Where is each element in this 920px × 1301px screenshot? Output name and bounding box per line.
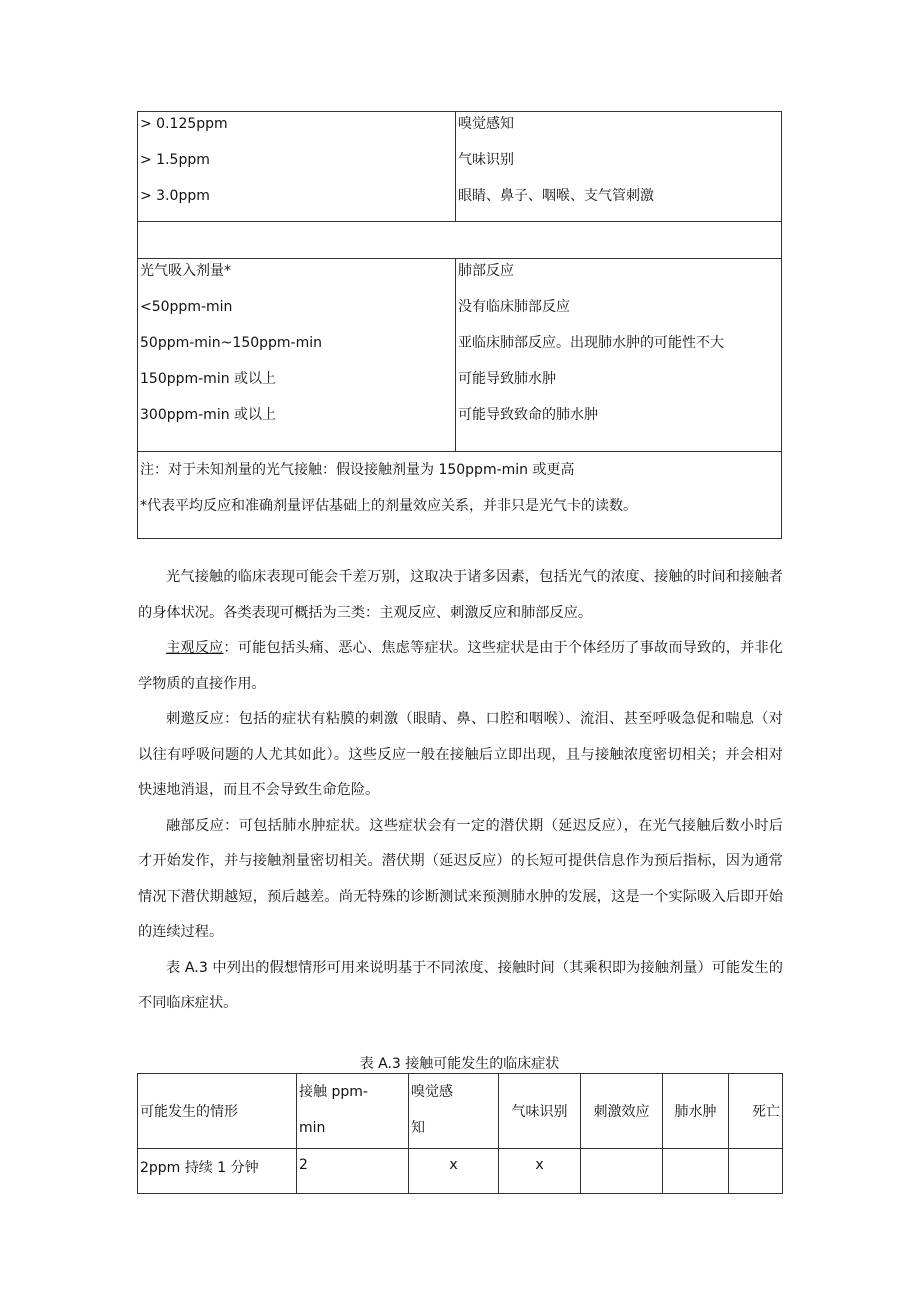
clinical-symptoms-table [137, 1073, 783, 1194]
row-exposure: 2 [297, 1149, 409, 1194]
note-text: *代表平均反应和准确剂量评估基础上的剂量效应关系，并非只是光气卡的读数。 [140, 498, 637, 514]
dose-value: 50ppm-min~150ppm-min [140, 335, 322, 351]
table-row [138, 1149, 783, 1194]
dose-cell [138, 259, 456, 452]
subjective-label: 主观反应 [166, 640, 224, 656]
dose-value: 150ppm-min 或以上 [140, 371, 277, 387]
lung-response-text: 可能导致肺水肿 [458, 371, 556, 387]
paragraph-subjective [138, 631, 783, 702]
lung-response-text: 可能导致致命的肺水肿 [458, 407, 598, 423]
lung-response-text: 没有临床肺部反应 [458, 299, 570, 315]
lung-response-cell [456, 259, 782, 452]
note-row [138, 452, 782, 539]
header-exposure [297, 1074, 409, 1149]
header-irritation: 刺激效应 [581, 1074, 663, 1149]
paragraph-pulmonary: 融部反应：可包括肺水肿症状。这些症状会有一定的潜伏期（延迟反应），在光气接触后数小时后才开始发作，并与接触剂量密切相关。潜伏期（延迟反应）的长短可提供信息作为预后指标，因为通常情况下潜伏期越短，预后越差。尚无特殊的诊断测试来预测肺水肿的发展，这是一个实际吸入后即开始的连续过程。 [138, 817, 783, 940]
subjective-text: ：可能包括头痛、恶心、焦虑等症状。这些症状是由于个体经历了事故而导致的，并非化学物质的直接作用。 [138, 640, 783, 692]
note-text: 注：对于未知剂量的光气接触：假设接触剂量为 150ppm-min 或更高 [140, 462, 575, 478]
paragraph-intro: 光气接触的临床表现可能会千差万别，这取决于诸多因素，包括光气的浓度、接触的时间和接触者的身体状况。各类表现可概括为三类：主观反应、刺激反应和肺部反应。 [138, 569, 783, 621]
concentration-value: > 3.0ppm [140, 188, 210, 204]
symptom-cell [456, 112, 782, 222]
header-smell-line2: 知 [411, 1120, 425, 1136]
row-death [729, 1149, 783, 1194]
table-header-row [138, 1074, 783, 1149]
symptom-text: 气味识别 [458, 152, 514, 168]
paragraph-irritation: 刺邀反应：包括的症状有粘膜的刺激（眼睛、鼻、口腔和咽喉）、流泪、甚至呼吸急促和喘息（对以往有呼吸问题的人尤其如此）。这些反应一般在接触后立即出现，且与接触浓度密切相关；并会相对快速地消退，而且不会导致生命危险。 [138, 711, 783, 798]
dose-row [138, 259, 782, 452]
row-scenario: 2ppm 持续 1 分钟 [138, 1149, 297, 1194]
row-odor-mark: x [499, 1149, 581, 1194]
concentration-row [138, 112, 782, 222]
header-scenario: 可能发生的情形 [138, 1074, 297, 1149]
header-odor-recognition: 气味识别 [499, 1074, 581, 1149]
header-smell-perception [409, 1074, 499, 1149]
concentration-cell [138, 112, 456, 222]
header-death: 死亡 [729, 1074, 783, 1149]
row-irritation [581, 1149, 663, 1194]
symptom-text: 嗅觉感知 [458, 116, 514, 132]
dose-value: 300ppm-min 或以上 [140, 407, 277, 423]
lung-response-text: 肺部反应 [458, 263, 514, 279]
lung-response-text: 亚临床肺部反应。出现肺水肿的可能性不大 [458, 335, 724, 351]
header-pulmonary-edema: 肺水肿 [663, 1074, 729, 1149]
concentration-value: > 1.5ppm [140, 152, 210, 168]
header-exposure-line1: 接触 ppm- [299, 1084, 368, 1100]
note-cell [138, 452, 782, 539]
paragraph-table-ref: 表 A.3 中列出的假想情形可用来说明基于不同浓度、接触时间（其乘积即为接触剂量）可能发生的不同临床症状。 [138, 959, 783, 1011]
table-caption: 表 A.3 接触可能发生的临床症状 [359, 1056, 560, 1072]
dose-value: <50ppm-min [140, 299, 233, 315]
row-edema [663, 1149, 729, 1194]
blank-cell [138, 222, 782, 259]
row-smell-mark: x [409, 1149, 499, 1194]
header-smell-line1: 嗅觉感 [411, 1084, 453, 1100]
header-exposure-line2: min [299, 1120, 326, 1136]
symptom-text: 眼睛、鼻子、咽喉、支气管刺激 [458, 188, 654, 204]
blank-row [138, 222, 782, 259]
dose-value: 光气吸入剂量* [140, 263, 231, 279]
body-text [138, 560, 783, 1022]
phosgene-exposure-table [137, 111, 782, 539]
concentration-value: > 0.125ppm [140, 116, 228, 132]
